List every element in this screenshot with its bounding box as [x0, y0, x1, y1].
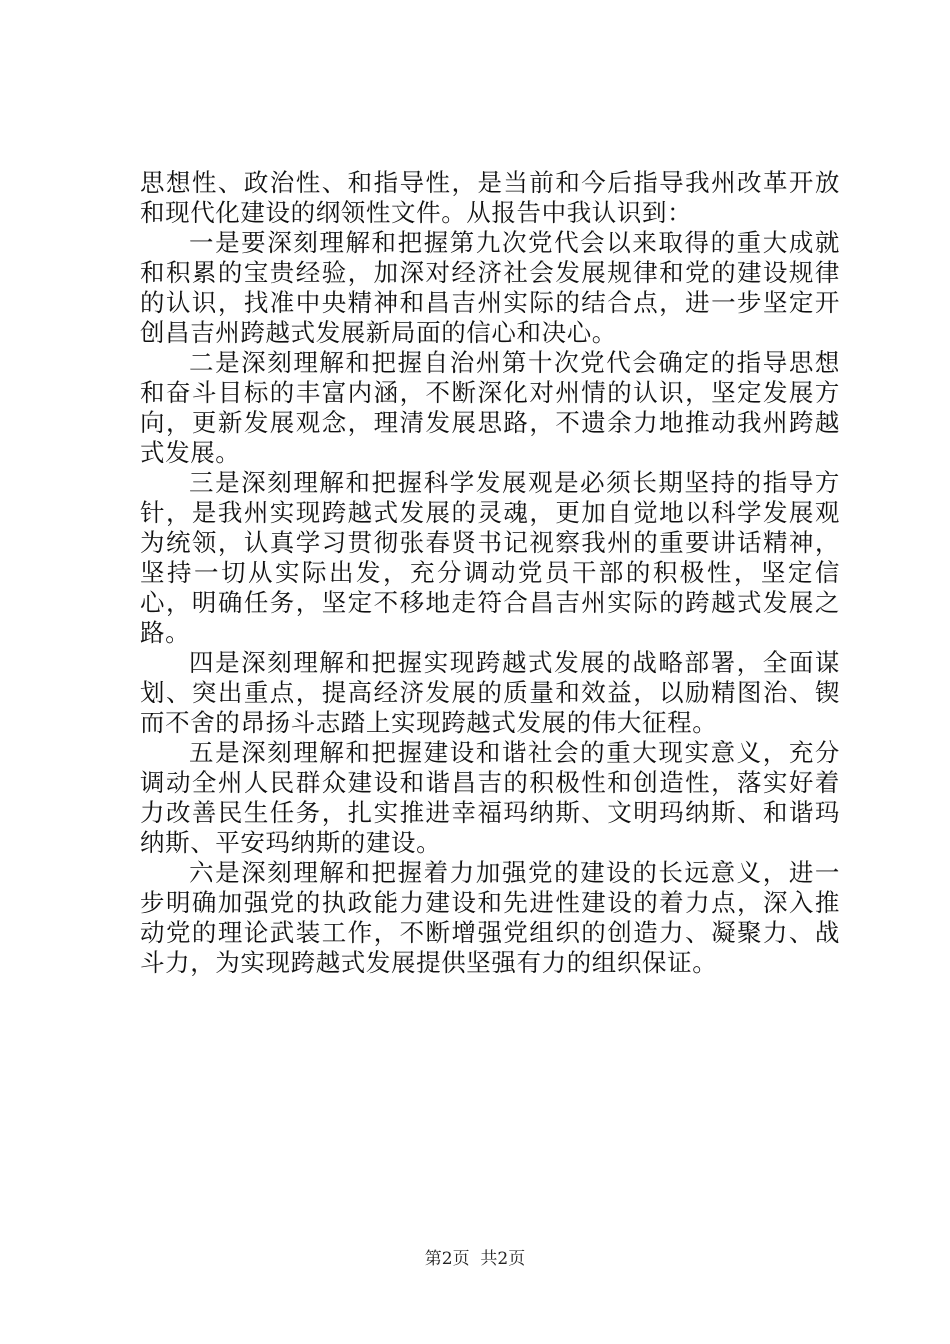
paragraph-3: 三是深刻理解和把握科学发展观是必须长期坚持的指导方针，是我州实现跨越式发展的灵魂，更加自觉地以科学发展观为统领，认真学习贯彻张春贤书记视察我州的重要讲话精神，坚持一切从实际出发，充分调动党员干部的积极性，坚定信心，明确任务，坚定不移地走符合昌吉州实际的跨越式发展之路。 — [140, 468, 840, 647]
paragraph-2: 二是深刻理解和把握自治州第十次党代会确定的指导思想和奋斗目标的丰富内涵，不断深化对州情的认识，坚定发展方向，更新发展观念，理清发展思路，不遗余力地推动我州跨越式发展。 — [140, 348, 840, 467]
paragraph-6: 六是深刻理解和把握着力加强党的建设的长远意义，进一步明确加强党的执政能力建设和先进性建设的着力点，深入推动党的理论武装工作，不断增强党组织的创造力、凝聚力、战斗力，为实现跨越式发展提供坚强有力的组织保证。 — [140, 858, 840, 977]
paragraph-4: 四是深刻理解和把握实现跨越式发展的战略部署，全面谋划、突出重点，提高经济发展的质量和效益，以励精图治、锲而不舍的昂扬斗志踏上实现跨越式发展的伟大征程。 — [140, 648, 840, 737]
paragraph-0: 思想性、政治性、和指导性，是当前和今后指导我州改革开放和现代化建设的纲领性文件。从报告中我认识到： — [140, 168, 840, 227]
page-footer — [0, 1244, 950, 1269]
paragraph-1: 一是要深刻理解和把握第九次党代会以来取得的重大成就和积累的宝贵经验，加深对经济社会发展规律和党的建设规律的认识，找准中央精神和昌吉州实际的结合点，进一步坚定开创昌吉州跨越式发展新局面的信心和决心。 — [140, 228, 840, 347]
page-number-current: 第2页 — [424, 1249, 470, 1269]
document-body — [140, 168, 840, 978]
paragraph-5: 五是深刻理解和把握建设和谐社会的重大现实意义，充分调动全州人民群众建设和谐昌吉的积极性和创造性，落实好着力改善民生任务，扎实推进幸福玛纳斯、文明玛纳斯、和谐玛纳斯、平安玛纳斯的建设。 — [140, 738, 840, 857]
page-number-total: 共2页 — [480, 1249, 526, 1269]
